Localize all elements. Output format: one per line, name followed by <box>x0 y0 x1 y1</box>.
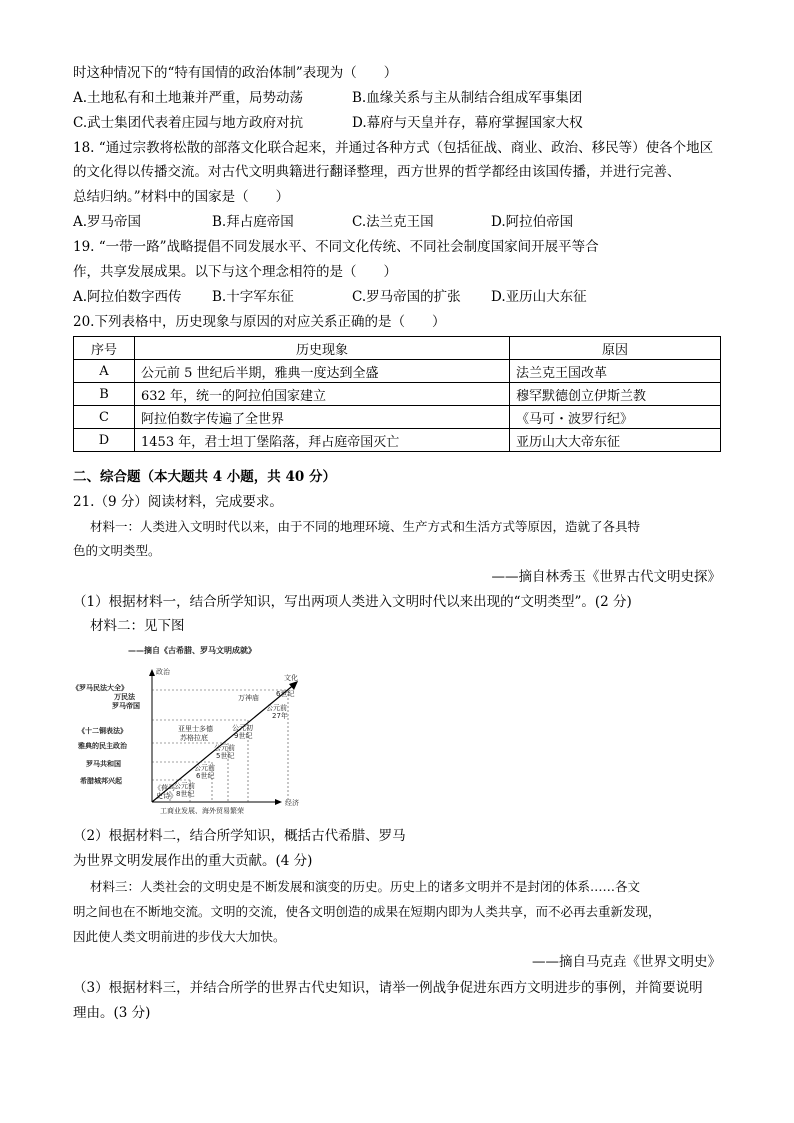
table-row <box>74 360 721 383</box>
material-1-source: ——摘自林秀玉《世界古代文明史探》 <box>491 569 721 585</box>
civilization-chart <box>70 640 310 815</box>
chart-diagonal-arrow <box>289 681 298 690</box>
q19-stem-line2: 作，共享发展成果。以下与这个理念相符的是（ ） <box>73 264 397 280</box>
chart-y-arrow <box>149 669 155 676</box>
chart-inner-label: 亚里士多德 <box>178 725 213 733</box>
q19-option-b: B.十字军东征 <box>212 289 294 305</box>
chart-axis-x-label: 经济 <box>285 799 299 807</box>
section-2-heading: 二、综合题（本大题共 4 小题，共 40 分） <box>73 469 336 485</box>
q21-sub2-line2: 为世界文明发展作出的重大贡献。(4 分) <box>73 853 313 869</box>
table-row <box>74 406 721 429</box>
q18-stem-line2: 的文化得以传播交流。对古代文明典籍进行翻译整理，西方世界的哲学都经由该国传播，并进行完善、 <box>73 164 681 180</box>
chart-inner-label: 苏格拉底 <box>180 734 208 742</box>
material-3-source: ——摘自马克垚《世界文明史》 <box>532 954 721 970</box>
table-cell: 法兰克王国改革 <box>510 360 721 383</box>
q18-option-a: A.罗马帝国 <box>73 214 142 230</box>
q21-sub1: （1）根据材料一，结合所学知识，写出两项人类进入文明时代以来出现的“文明类型”。(2 分) <box>73 594 632 610</box>
chart-caption: ——摘自《古希腊、罗马文明成就》 <box>128 646 256 655</box>
table-header-cell: 序号 <box>74 337 135 360</box>
q18-stem-line3: 总结归纳。”材料中的国家是（ ） <box>73 189 290 205</box>
chart-inner-label: 公元前 <box>174 782 195 790</box>
q19-option-c: C.罗马帝国的扩张 <box>352 289 461 305</box>
chart-inner-label: 《荷马 <box>154 784 175 792</box>
chart-left-label: 希腊城邦兴起 <box>80 777 122 785</box>
q17-option-b: B.血缘关系与主从制结合组成军事集团 <box>352 90 583 106</box>
q17-option-c: C.武士集团代表着庄园与地方政府对抗 <box>73 115 304 131</box>
table-cell: B <box>74 383 135 406</box>
table-cell: A <box>74 360 135 383</box>
q17-stem-end: 时这种情况下的“特有国情的政治体制”表现为（ ） <box>73 65 398 81</box>
q20-stem: 20.下列表格中，历史现象与原因的对应关系正确的是（ ） <box>73 314 446 330</box>
chart-inner-label: 6世纪 <box>196 772 215 780</box>
q21-sub2-line1: （2）根据材料二，结合所学知识，概括古代希腊、罗马 <box>73 828 406 844</box>
q18-option-c: C.法兰克王国 <box>352 214 434 230</box>
chart-inner-label: 5世纪 <box>216 752 235 760</box>
chart-left-label: 罗马帝国 <box>112 702 140 710</box>
chart-left-label: 雅典的民主政治 <box>78 742 127 750</box>
material-2-label: 材料二：见下图 <box>90 618 185 634</box>
chart-axis-diag-label: 文化 <box>284 674 298 682</box>
chart-inner-label: 公元初 <box>232 724 253 732</box>
chart-inner-label: 史诗》 <box>156 792 177 800</box>
table-header-cell: 原因 <box>510 337 721 360</box>
table-cell: D <box>74 429 135 452</box>
table-header-cell: 历史现象 <box>135 337 510 360</box>
chart-left-label: 《十二铜表法》 <box>78 727 127 735</box>
table-cell: 632 年，统一的阿拉伯国家建立 <box>135 383 510 406</box>
chart-axis-y-label: 政治 <box>156 668 170 676</box>
table-cell: 穆罕默德创立伊斯兰教 <box>510 383 721 406</box>
table-cell: 《马可・波罗行纪》 <box>510 406 721 429</box>
chart-left-label: 《罗马民法大全》 <box>72 684 128 692</box>
chart-inner-label: 公元前 <box>266 704 287 712</box>
q19-option-a: A.阿拉伯数字西传 <box>73 289 182 305</box>
table-row <box>74 429 721 452</box>
q18-option-b: B.拜占庭帝国 <box>212 214 294 230</box>
chart-inner-label: 9世纪 <box>234 732 253 740</box>
q19-option-d: D.亚历山大东征 <box>491 289 587 305</box>
q21-sub3-line2: 理由。(3 分) <box>73 1005 151 1021</box>
q17-option-a: A.土地私有和土地兼并严重，局势动荡 <box>73 90 304 106</box>
material-3-line1: 材料三：人类社会的文明史是不断发展和演变的历史。历史上的诸多文明并不是封闭的体系……各文 <box>90 879 641 894</box>
chart-left-label: 万民法 <box>114 693 135 701</box>
q21-stem: 21.（9 分）阅读材料，完成要求。 <box>73 494 283 510</box>
chart-x-arrow <box>275 799 282 805</box>
chart-inner-label: 8世纪 <box>176 790 195 798</box>
chart-inner-label: 公元前 <box>194 764 215 772</box>
material-1-line1: 材料一：人类进入文明时代以来，由于不同的地理环境、生产方式和生活方式等原因，造就了各具特 <box>90 519 641 534</box>
chart-bottom-label: 工商业发展、海外贸易繁荣 <box>160 807 244 815</box>
q19-stem-line1: 19. “一带一路”战略提倡不同发展水平、不同文化传统、不同社会制度国家间开展平等合 <box>73 239 599 255</box>
material-3-line3: 因此使人类文明前进的步伐大大加快。 <box>73 929 286 944</box>
chart-left-label: 罗马共和国 <box>86 760 121 768</box>
q18-stem-line1: 18. “通过宗教将松散的部落文化联合起来，并通过各种方式（包括征战、商业、政治、移民等）使各个地区 <box>73 140 714 156</box>
q21-sub3-line1: （3）根据材料三，并结合所学的世界古代史知识，请举一例战争促进东西方文明进步的事例，并简要说明 <box>73 980 703 996</box>
chart-inner-label: 6世纪 <box>276 690 295 698</box>
table-cell: 阿拉伯数字传遍了全世界 <box>135 406 510 429</box>
chart-inner-label: 公元前 <box>214 744 235 752</box>
material-3-line2: 明之间也在不断地交流。文明的交流，使各文明创造的成果在短期内即为人类共享，而不必再去重新发现， <box>73 904 661 919</box>
table-header-row <box>74 337 721 360</box>
chart-inner-label: 万神庙 <box>238 694 259 702</box>
table-row <box>74 383 721 406</box>
q20-table <box>73 336 721 452</box>
q18-option-d: D.阿拉伯帝国 <box>491 214 574 230</box>
table-cell: C <box>74 406 135 429</box>
material-1-line2: 色的文明类型。 <box>73 543 161 558</box>
table-cell: 1453 年，君士坦丁堡陷落，拜占庭帝国灭亡 <box>135 429 510 452</box>
chart-inner-label: 27年 <box>272 712 288 720</box>
table-cell: 公元前 5 世纪后半期，雅典一度达到全盛 <box>135 360 510 383</box>
q17-option-d: D.幕府与天皇并存，幕府掌握国家大权 <box>352 115 583 131</box>
table-cell: 亚历山大大帝东征 <box>510 429 721 452</box>
